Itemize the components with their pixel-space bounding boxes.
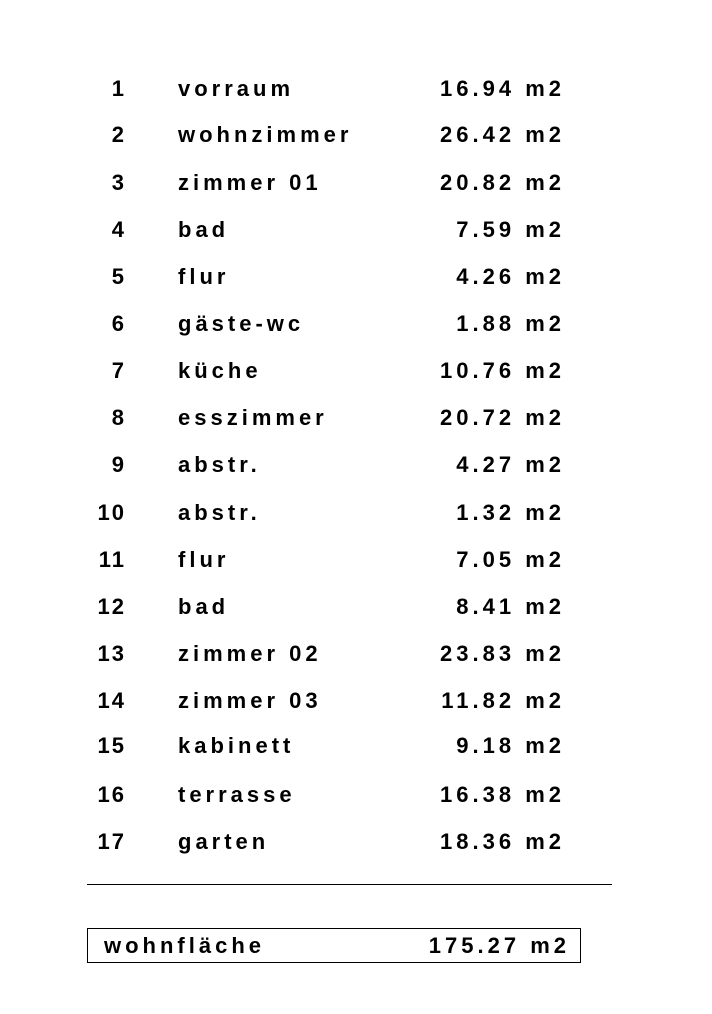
- room-row: [0, 639, 712, 669]
- room-number: 16: [97, 782, 126, 807]
- room-row: [0, 592, 712, 622]
- room-row: [0, 356, 712, 386]
- room-name: küche: [178, 358, 262, 383]
- room-name: flur: [178, 264, 230, 289]
- room-row: [0, 215, 712, 245]
- room-number: 1: [111, 76, 126, 101]
- room-name: vorraum: [178, 76, 295, 101]
- room-area: 7.05 m2: [456, 547, 565, 572]
- room-area: 16.94 m2: [440, 76, 565, 101]
- room-number: 5: [111, 264, 126, 289]
- room-name: abstr.: [178, 452, 261, 477]
- room-area: 8.41 m2: [456, 594, 565, 619]
- room-number: 3: [111, 170, 126, 195]
- room-row: [0, 168, 712, 198]
- room-area: 26.42 m2: [440, 122, 565, 147]
- total-divider-line: [87, 884, 612, 885]
- room-area: 4.26 m2: [456, 264, 565, 289]
- room-name: abstr.: [178, 500, 261, 525]
- room-name: terrasse: [178, 782, 296, 807]
- room-number: 12: [97, 594, 126, 619]
- room-row: [0, 262, 712, 292]
- room-row: [0, 731, 712, 761]
- room-area: 18.36 m2: [440, 829, 565, 854]
- room-row: [0, 309, 712, 339]
- room-number: 8: [111, 405, 126, 430]
- room-name: zimmer 02: [178, 641, 322, 666]
- room-name: flur: [178, 547, 230, 572]
- room-row: [0, 450, 712, 480]
- room-area: 7.59 m2: [456, 217, 565, 242]
- room-name: gäste-wc: [178, 311, 305, 336]
- room-name: esszimmer: [178, 405, 328, 430]
- room-area: 23.83 m2: [440, 641, 565, 666]
- room-area: 20.72 m2: [440, 405, 565, 430]
- room-area: 4.27 m2: [456, 452, 565, 477]
- room-row: [0, 686, 712, 716]
- room-area: 10.76 m2: [440, 358, 565, 383]
- room-area: 1.32 m2: [456, 500, 565, 525]
- room-row: [0, 780, 712, 810]
- room-area: 16.38 m2: [440, 782, 565, 807]
- room-number: 14: [97, 688, 126, 713]
- room-name: zimmer 01: [178, 170, 322, 195]
- room-area: 9.18 m2: [456, 733, 565, 758]
- room-area: 1.88 m2: [456, 311, 565, 336]
- room-number: 13: [97, 641, 126, 666]
- room-row: [0, 827, 712, 857]
- room-number: 6: [111, 311, 126, 336]
- room-name: bad: [178, 594, 230, 619]
- room-name: garten: [178, 829, 270, 854]
- total-area: 175.27 m2: [428, 933, 570, 958]
- total-label: wohnfläche: [104, 933, 266, 958]
- room-number: 17: [97, 829, 126, 854]
- room-number: 4: [111, 217, 126, 242]
- room-area: 11.82 m2: [441, 688, 565, 713]
- room-number: 11: [98, 547, 126, 572]
- room-number: 7: [111, 358, 126, 383]
- room-row: [0, 74, 712, 104]
- total-area-box: [87, 928, 581, 963]
- room-row: [0, 498, 712, 528]
- room-number: 15: [97, 733, 126, 758]
- room-name: wohnzimmer: [178, 122, 353, 147]
- room-name: kabinett: [178, 733, 295, 758]
- room-number: 2: [111, 122, 126, 147]
- room-row: [0, 545, 712, 575]
- room-row: [0, 120, 712, 150]
- room-name: zimmer 03: [178, 688, 322, 713]
- room-name: bad: [178, 217, 230, 242]
- room-number: 10: [97, 500, 126, 525]
- room-number: 9: [111, 452, 126, 477]
- room-row: [0, 403, 712, 433]
- room-area: 20.82 m2: [440, 170, 565, 195]
